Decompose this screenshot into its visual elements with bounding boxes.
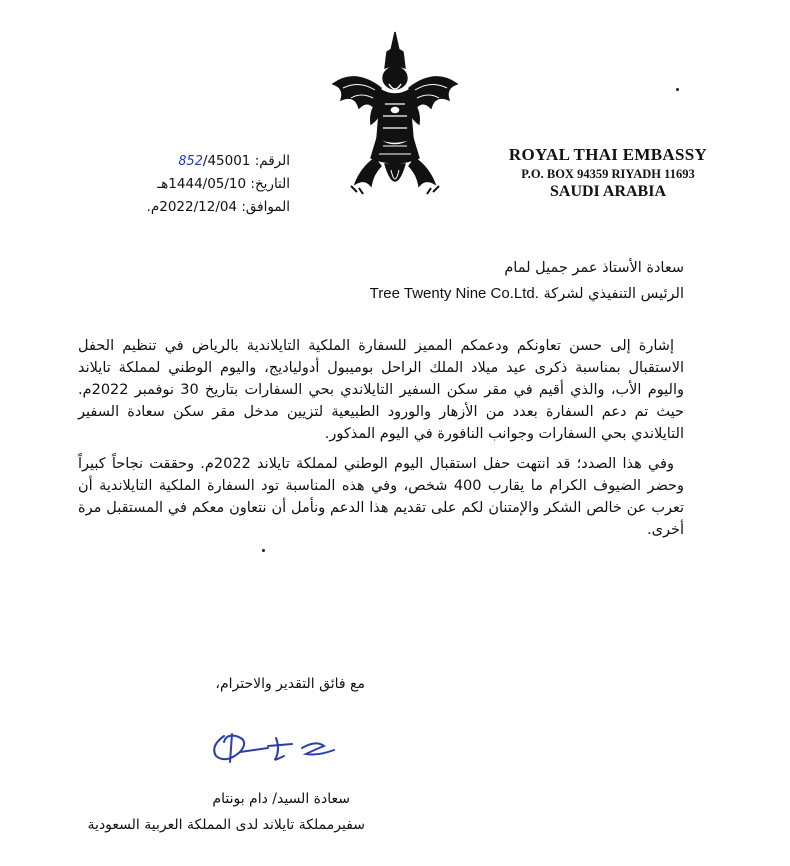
handwritten-signature [206,728,346,768]
garuda-emblem-icon [325,28,465,208]
addressee-block [84,255,684,307]
gregorian-date-row [80,196,290,219]
printed-number: /45001 [202,153,251,169]
gregorian-date-value: 2022/12/04م. [146,199,238,215]
hijri-date-value: 1444/05/10هـ [157,176,247,192]
closing-line: مع فائق التقدير والاحترام، [215,676,365,692]
body-paragraph-2: وفي هذا الصدد؛ قد انتهت حفل استقبال اليوم الوطني لمملكة تايلاند 2022م. وحققت نجاحاً كبيراً وحضر الضيوف الكرام ما يقارب 400 شخص، وفي هذه المناسبة تود السفارة الملكية التايلاندية أن تعرب عن خالص الشكر والإمتنان لكم على تقديم هذا الدعم ونأمل أن نتعاون معكم في المستقبل مرة أخرى. [78,456,685,538]
stray-dot [262,549,265,552]
reference-number-row [80,150,290,173]
embassy-name: ROYAL THAI EMBASSY [508,145,708,164]
signer-name: سعادة السيد/ دام بونتام [212,791,350,807]
signer-title: سفيرمملكة تايلاند لدى المملكة العربية السعودية [87,817,365,833]
reference-block [80,150,290,219]
reference-number-label: الرقم: [254,153,290,169]
gregorian-date-label: الموافق: [241,199,290,215]
stray-dot [676,88,679,91]
body-paragraph-1: إشارة إلى حسن تعاونكم ودعمكم المميز للسفارة الملكية التايلاندية بالرياض في تنظيم الحفل الاستقبال بمناسبة ذكرى عيد ميلاد الملك الراحل بوميبول أدولياديج، واليوم الوطني لمملكة تايلاند واليوم الأب، والذي أقيم في مقر سكن السفير التايلاندي بحي السفارات بتاريخ 30 نوفمبر 2022م. حيث تم دعم السفارة بعدد من الأزهار والورود الطبيعية لتزيين مدخل مقر سكن سعادة السفير التايلاندي بحي السفارات وجوانب النافورة في اليوم المذكور. [78,338,685,442]
addressee-name: سعادة الأستاذ عمر جميل لمام [504,260,684,276]
addressee-title-line [84,281,684,307]
reference-number-value [179,153,251,169]
letter-body [78,335,684,549]
handwritten-number: 852 [178,153,203,169]
hijri-date-row [80,173,290,196]
addressee-company: Tree Twenty Nine Co.Ltd. [369,285,539,302]
embassy-po-box: P.O. BOX 94359 RIYADH 11693 [521,167,695,181]
embassy-country: SAUDI ARABIA [549,183,667,200]
hijri-date-label: التاريخ: [250,176,290,192]
embassy-letterhead [478,145,738,201]
addressee-title: الرئيس التنفيذي لشركة [543,286,684,302]
